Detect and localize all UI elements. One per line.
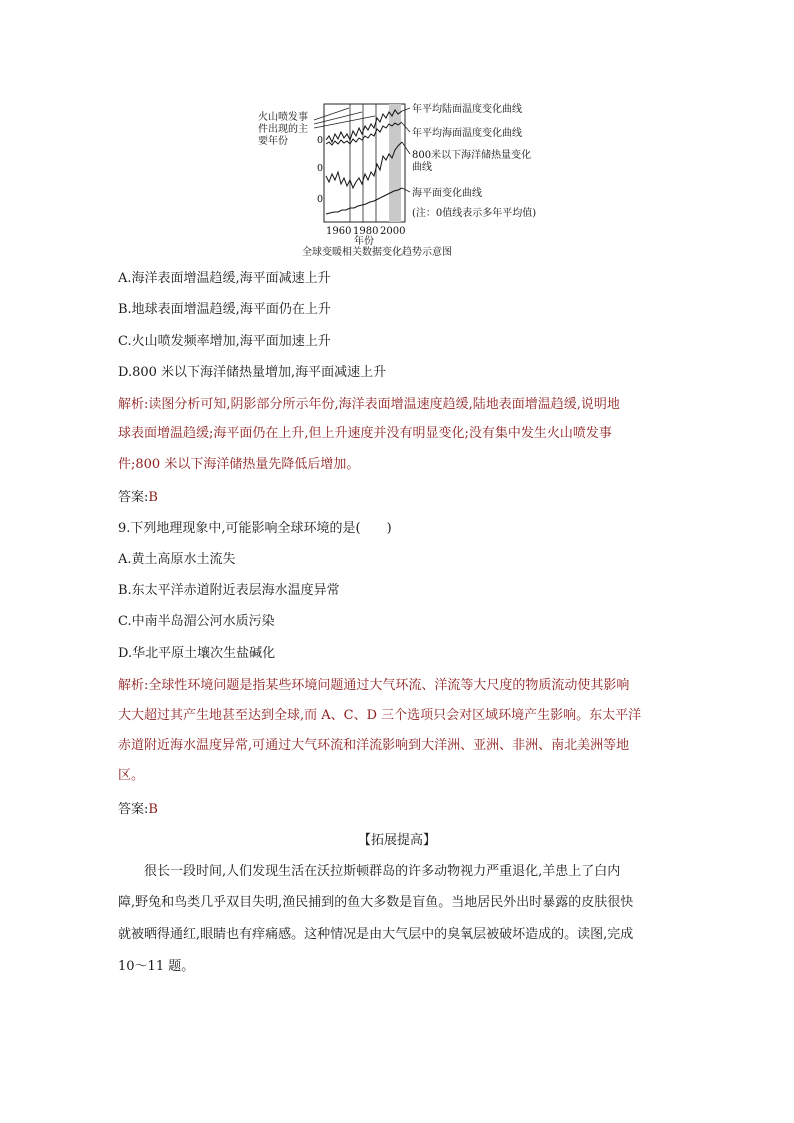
volcano-label-line-2: 件出现的主: [258, 124, 308, 135]
volcano-label-line-1: 火山喷发事: [258, 112, 308, 123]
q9-answer-value: B: [148, 802, 158, 817]
zero-label-1: 0: [317, 135, 324, 146]
passage-line-3: 就被晒得通红,眼睛也有痒痛感。这种情况是由大气层中的臭氧层被破坏造成的。读图,完成: [118, 927, 634, 942]
q8-answer-value: B: [148, 490, 158, 505]
arrow-2: [314, 112, 362, 124]
zero-label-2: 0: [317, 163, 324, 174]
section-title: 【拓展提高】: [357, 833, 436, 848]
q8-option-c: C.火山喷发频率增加,海平面加速上升: [118, 334, 331, 349]
leader-1: [402, 108, 410, 111]
leader-2: [402, 123, 410, 132]
q9-analysis-line-1: 解析:全球性环境问题是指某些环境问题通过大气环流、洋流等大尺度的物质流动使其影响: [118, 678, 630, 693]
q8-analysis-line-1: 解析:读图分析可知,阴影部分所示年份,海洋表面增温速度趋缓,陆地表面增温趋缓,说明地: [118, 397, 620, 412]
volcano-label-line-3: 要年份: [258, 136, 288, 147]
q9-stem: 9.下列地理现象中,可能影响全球环境的是( ): [118, 521, 392, 536]
answer-label: 答案:: [118, 802, 149, 817]
q8-option-d: D.800 米以下海洋储热量增加,海平面减速上升: [118, 365, 387, 380]
global-warming-trend-figure: [252, 96, 552, 258]
passage-line-1: 很长一段时间,人们发现生活在沃拉斯顿群岛的许多动物视力严重退化,羊患上了白内: [144, 864, 621, 879]
deep-heat-label-1: 800米以下海洋储热量变化: [412, 150, 532, 161]
land-temp-label: 年平均陆面温度变化曲线: [412, 104, 522, 115]
q9-answer: [118, 800, 678, 820]
sea-level-label: 海平面变化曲线: [412, 188, 482, 199]
q8-option-b: B.地球表面增温趋缓,海平面仍在上升: [118, 302, 331, 317]
x-tick-1980: 1980: [353, 226, 379, 237]
q8-analysis-line-3: 件;800 米以下海洋储热量先降低后增加。: [118, 457, 360, 472]
q9-analysis-line-2: 大大超过其产生地甚至达到全球,而 A、C、D 三个选项只会对区域环境产生影响。东太平洋: [118, 708, 642, 723]
q9-option-c: C.中南半岛湄公河水质污染: [118, 614, 275, 629]
q9-analysis-line-4: 区。: [118, 768, 145, 783]
shaded-period: [389, 104, 401, 222]
x-axis-label: 年份: [354, 236, 374, 247]
arrow-1: [314, 108, 349, 120]
sea-temp-label: 年平均海面温度变化曲线: [412, 128, 522, 139]
leader-4: [402, 188, 410, 192]
q8-analysis-line-2: 球表面增温趋缓;海平面仍在上升,但上升速度并没有明显变化;没有集中发生火山喷发事: [118, 426, 612, 441]
leader-3: [402, 142, 410, 154]
figure-caption: 全球变暖相关数据变化趋势示意图: [302, 247, 452, 258]
q8-option-a: A.海洋表面增温趋缓,海平面减速上升: [118, 271, 331, 286]
trend-chart: [252, 96, 552, 258]
zero-label-3: 0: [317, 194, 324, 205]
q9-analysis-line-3: 赤道附近海水温度异常,可通过大气环流和洋流影响到大洋洲、亚洲、非洲、南北美洲等地: [118, 738, 630, 753]
x-tick-1960: 1960: [326, 226, 352, 237]
q9-option-b: B.东太平洋赤道附近表层海水温度异常: [118, 583, 340, 598]
q9-option-d: D.华北平原土壤次生盐碱化: [118, 646, 276, 661]
x-tick-2000: 2000: [380, 226, 406, 237]
q8-answer: [118, 488, 678, 508]
deep-heat-label-2: 曲线: [412, 162, 432, 173]
answer-label: 答案:: [118, 490, 149, 505]
passage-line-2: 障,野兔和鸟类几乎双目失明,渔民捕到的鱼大多数是盲鱼。当地居民外出时暴露的皮肤很快: [118, 895, 634, 910]
note-label: (注：0值线表示多年平均值): [412, 208, 537, 219]
q9-option-a: A.黄土高原水土流失: [118, 552, 236, 567]
passage-line-4: 10～11 题。: [118, 959, 195, 974]
